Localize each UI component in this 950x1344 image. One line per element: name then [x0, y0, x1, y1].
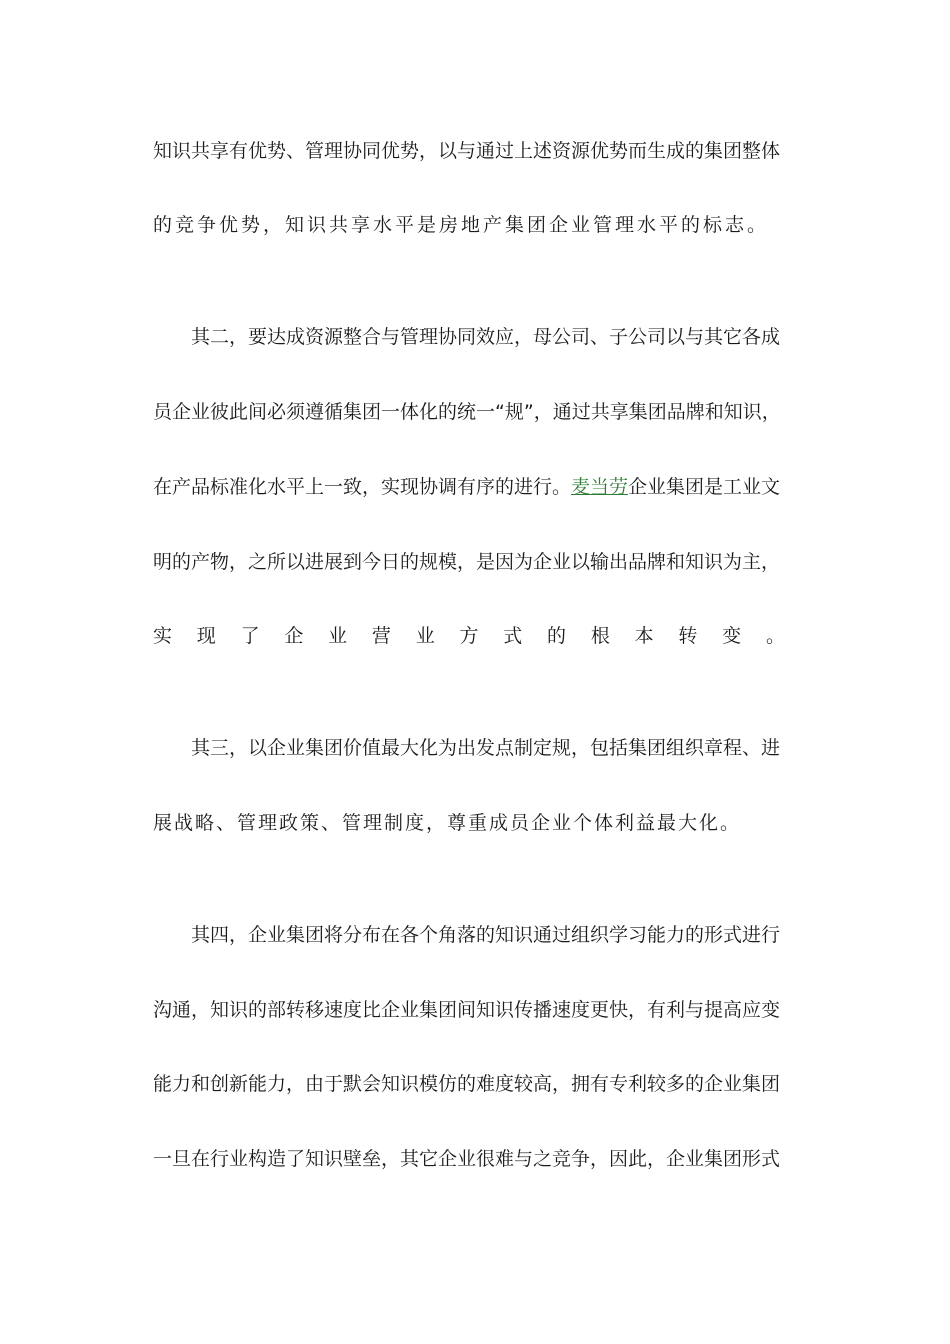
- p2-line-5-char: 业: [328, 625, 348, 647]
- p2-line-5-char: 业: [415, 625, 435, 647]
- p2-line-5: [153, 621, 785, 651]
- p2-line-5-char: 根: [590, 625, 610, 647]
- p2-line-1: 其二，要达成资源整合与管理协同效应，母公司、子公司以与其它各成: [191, 326, 781, 348]
- p4-line-1: 其四，企业集团将分布在各个角落的知识通过组织学习能力的形式进行: [191, 924, 781, 946]
- p2-line-5-char: 。: [765, 625, 785, 647]
- p2-line-5-char: 现: [196, 625, 216, 647]
- p2-line-5-char: 方: [459, 625, 479, 647]
- p2-line-5-char: 了: [240, 625, 260, 647]
- p4-line-3: 能力和创新能力，由于默会知识模仿的难度较高，拥有专利较多的企业集团: [153, 1073, 781, 1095]
- p4-line-2: 沟通，知识的部转移速度比企业集团间知识传播速度更快，有利与提高应变: [153, 999, 781, 1021]
- p1-line-1: 知识共享有优势、管理协同优势，以与通过上述资源优势而生成的集团整体: [153, 140, 781, 162]
- p2-line-5-char: 式: [503, 625, 523, 647]
- p2-line-5-char: 实: [153, 625, 173, 647]
- p2-line-5-char: 本: [634, 625, 654, 647]
- p2-line-5-char: 的: [547, 625, 567, 647]
- p3-line-1: 其三，以企业集团价值最大化为出发点制定规，包括集团组织章程、进: [191, 737, 781, 759]
- p2-line-5-char: 变: [722, 625, 742, 647]
- p2-line-2: 员企业彼此间必须遵循集团一体化的统一“规”，通过共享集团品牌和知识，: [153, 401, 781, 423]
- p2-line-3-text-before: 在产品标准化水平上一致，实现协调有序的进行。: [153, 476, 572, 498]
- p2-line-5-char: 营: [371, 625, 391, 647]
- p2-line-5-char: 转: [678, 625, 698, 647]
- p2-line-3-text-after: 企业集团是工业文: [628, 476, 781, 498]
- p1-line-2: 的竞争优势，知识共享水平是房地产集团企业管理水平的标志。: [153, 214, 770, 236]
- p3-line-2: 展战略、管理政策、管理制度，尊重成员企业个体利益最大化。: [153, 812, 742, 834]
- mcdonalds-link[interactable]: 麦当劳: [571, 476, 629, 498]
- p2-line-3: [153, 472, 798, 502]
- p2-line-5-char: 企: [284, 625, 304, 647]
- p2-line-4: 明的产物，之所以进展到今日的规模，是因为企业以输出品牌和知识为主，: [153, 551, 781, 573]
- p4-line-4: 一旦在行业构造了知识壁垒，其它企业很难与之竞争，因此，企业集团形式: [153, 1148, 781, 1170]
